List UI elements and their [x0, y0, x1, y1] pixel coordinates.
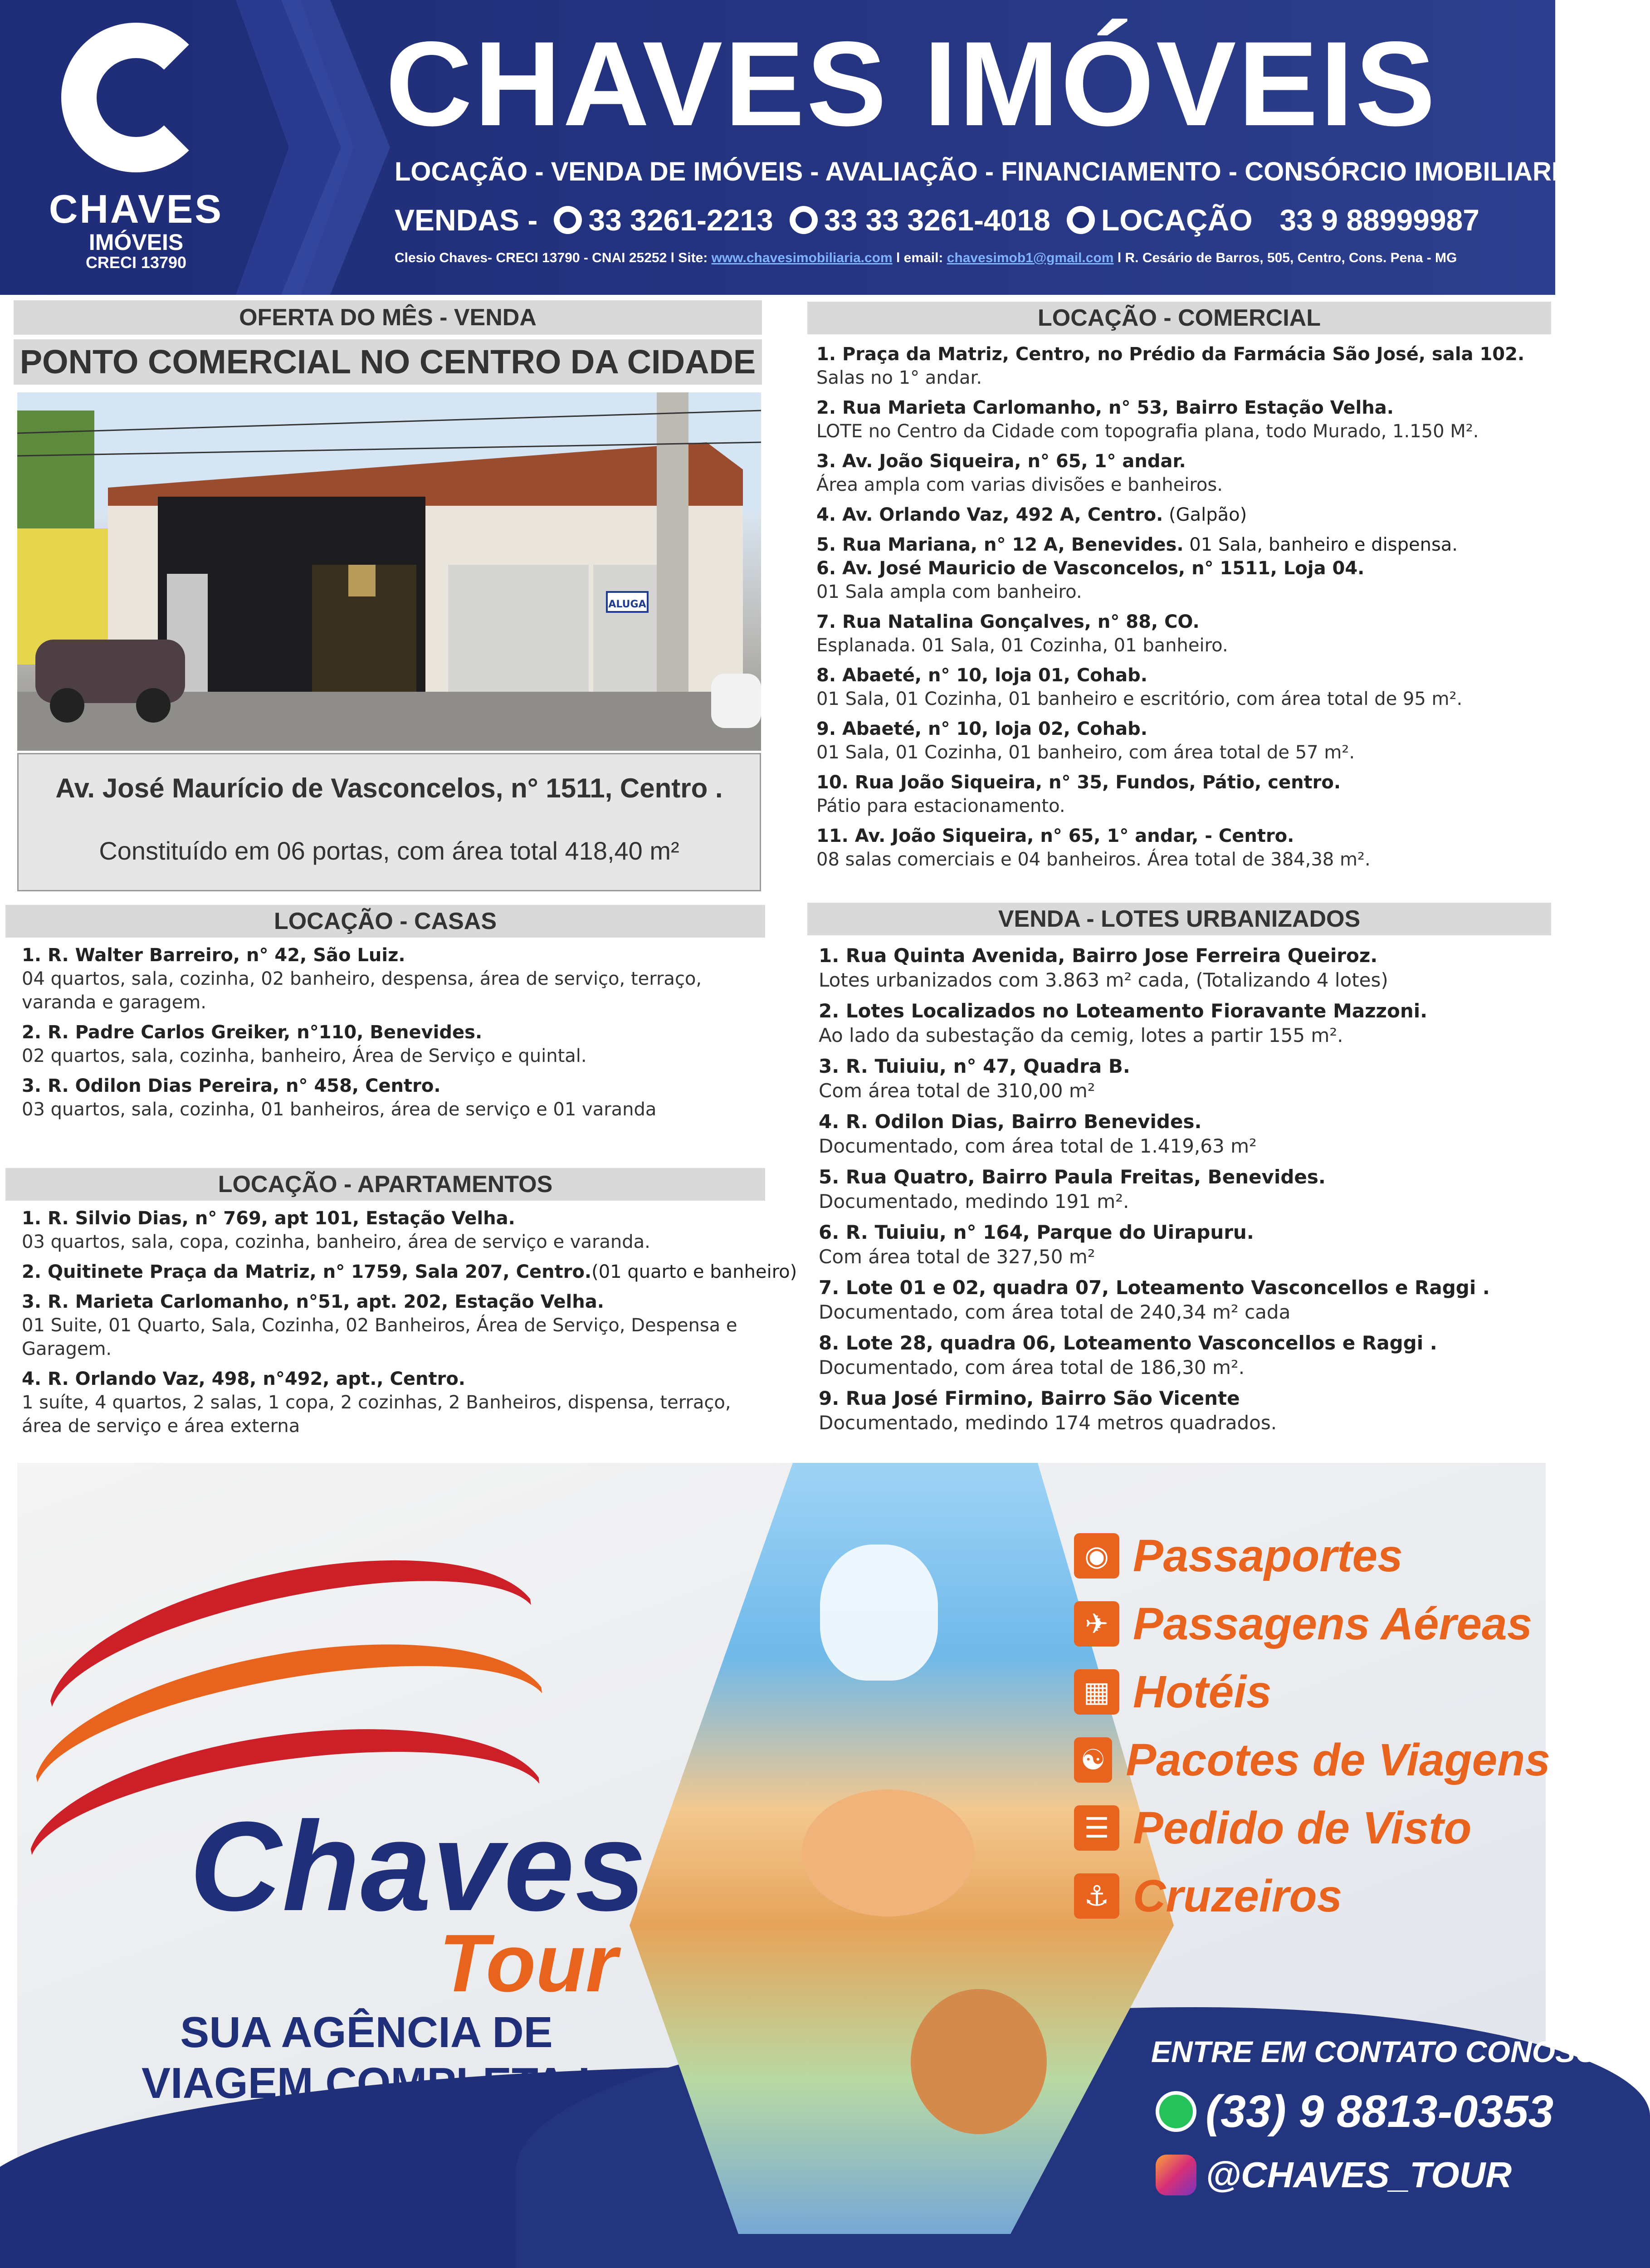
shutter: [448, 565, 589, 692]
item-heading: 7. Lote 01 e 02, quadra 07, Loteamento Vasconcellos e Raggi .: [819, 1276, 1490, 1299]
office-address: l R. Cesário de Barros, 505, Centro, Cons. Pena - MG: [1117, 250, 1457, 265]
service-label: Pacotes de Viagens: [1126, 1734, 1550, 1785]
email-link[interactable]: chavesimob1@gmail.com: [947, 250, 1114, 265]
item-description: Documentado, com área total de 186,30 m².: [819, 1356, 1245, 1378]
item-description: 03 quartos, sala, cozinha, 01 banheiros, área de serviço e 01 varanda: [22, 1099, 657, 1120]
service-label: Passagens Aéreas: [1133, 1598, 1533, 1649]
car-wheel: [136, 688, 171, 723]
list-item: [816, 503, 1551, 527]
item-description: 02 quartos, sala, cozinha, banheiro, Área de Serviço e quintal.: [22, 1046, 587, 1066]
phone-vendas-2[interactable]: 33 33 3261-4018: [824, 203, 1050, 237]
service-item: [1074, 1590, 1550, 1658]
property-illustration: [17, 392, 761, 751]
list-item: [816, 342, 1551, 390]
list-item: [22, 1260, 797, 1284]
item-description: Ao lado da subestação da cemig, lotes a partir 155 m².: [819, 1024, 1343, 1046]
item-heading: 8. Abaeté, n° 10, loja 01, Cohab.: [816, 665, 1147, 686]
service-item: [1074, 1794, 1550, 1862]
item-heading-text: 5. Rua Mariana, n° 12 A, Benevides.: [816, 534, 1184, 555]
tour-services-list: [1074, 1522, 1550, 1930]
section-title-apartamentos: LOCAÇÃO - APARTAMENTOS: [5, 1168, 765, 1201]
item-heading: 3. R. Odilon Dias Pereira, n° 458, Centro.: [22, 1075, 441, 1096]
tour-contact-cta: ENTRE EM CONTATO CONOSCO:: [1151, 2035, 1630, 2068]
car-wheel: [50, 688, 84, 723]
offer-details-box: [17, 753, 761, 891]
item-heading: 7. Rua Natalina Gonçalves, n° 88, CO.: [816, 611, 1200, 632]
list-item: [816, 771, 1551, 818]
document-icon: ☰: [1074, 1805, 1119, 1851]
item-heading: 1. R. Walter Barreiro, n° 42, São Luiz.: [22, 945, 405, 966]
item-description: Documentado, com área total de 1.419,63 m²: [819, 1135, 1257, 1157]
list-item: [22, 1207, 766, 1254]
tour-slogan-line: VIAGEM COMPLETA !: [142, 2059, 591, 2107]
item-heading: 6. R. Tuiuiu, n° 164, Parque do Uirapuru.: [819, 1221, 1254, 1243]
ship-icon: ⚓: [1074, 1873, 1119, 1919]
service-label: Cruzeiros: [1133, 1870, 1342, 1921]
casas-list: [22, 943, 757, 1128]
item-heading-text: 4. Av. Orlando Vaz, 492 A, Centro.: [816, 504, 1163, 525]
vendas-label: VENDAS -: [395, 203, 538, 237]
company-logo: [18, 14, 254, 281]
lotes-list: [819, 943, 1553, 1442]
whatsapp-icon: [1067, 206, 1095, 234]
instagram-icon: [1156, 2155, 1196, 2195]
item-heading: 6. Av. José Mauricio de Vasconcelos, n° 1511, Loja 04.: [816, 558, 1365, 579]
item-heading-extra: (01 quarto e banheiro): [591, 1261, 797, 1282]
phone-locacao[interactable]: 33 9 88999987: [1279, 203, 1479, 237]
item-heading: 2. Rua Marieta Carlomanho, n° 53, Bairro Estação Velha.: [816, 397, 1394, 418]
services-line: LOCAÇÃO - VENDA DE IMÓVEIS - AVALIAÇÃO - FINANCIAMENTO - CONSÓRCIO IMOBILIARIO: [395, 157, 1580, 186]
passport-icon: ◉: [1074, 1533, 1119, 1579]
section-title-casas: LOCAÇÃO - CASAS: [5, 905, 765, 938]
item-heading: 2. R. Padre Carlos Greiker, n°110, Benevides.: [22, 1022, 483, 1043]
item-description: 03 quartos, sala, copa, cozinha, banheiro, área de serviço e varanda.: [22, 1232, 650, 1252]
offer-description: Constituído em 06 portas, com área total 418,40 m²: [99, 836, 679, 865]
phones-line: [395, 200, 1528, 240]
item-heading: 4. R. Odilon Dias, Bairro Benevides.: [819, 1110, 1202, 1133]
service-item: [1074, 1726, 1550, 1794]
header-banner: [0, 0, 1580, 295]
list-item: [22, 1367, 766, 1438]
woman-with-hat: [911, 1989, 1047, 2134]
service-label: Pedido de Visto: [1133, 1802, 1472, 1853]
list-item: [819, 943, 1553, 992]
site-link[interactable]: www.chavesimobiliaria.com: [711, 250, 893, 265]
list-item: [816, 557, 1551, 604]
service-item: [1074, 1658, 1550, 1726]
commercial-property-photo: [17, 392, 761, 751]
item-description: Esplanada. 01 Sala, 01 Cozinha, 01 banheiro.: [816, 635, 1228, 656]
item-heading: 9. Rua José Firmino, Bairro São Vicente: [819, 1387, 1240, 1409]
item-heading: [816, 533, 1551, 557]
list-item: [816, 610, 1551, 657]
logo-name: CHAVES: [49, 186, 224, 231]
tour-phone[interactable]: [1156, 2084, 1553, 2139]
list-item: [816, 717, 1551, 764]
logo-creci: CRECI 13790: [85, 253, 187, 272]
chaves-tour-banner: [17, 1463, 1630, 2234]
airplane-icon: ✈: [1074, 1601, 1119, 1647]
item-heading: [816, 503, 1551, 527]
item-heading: 10. Rua João Siqueira, n° 35, Fundos, Pátio, centro.: [816, 772, 1341, 793]
apartamentos-list: [22, 1207, 797, 1444]
whatsapp-icon: [790, 206, 818, 234]
item-description: Com área total de 327,50 m²: [819, 1246, 1095, 1268]
service-item: [1074, 1522, 1550, 1590]
whatsapp-icon: [554, 206, 582, 234]
item-description: Área ampla com varias divisões e banheiros.: [816, 474, 1223, 495]
item-heading: 3. R. Marieta Carlomanho, n°51, apt. 202, Estação Velha.: [22, 1291, 604, 1312]
tour-slogan: [94, 2007, 639, 2109]
item-heading: 8. Lote 28, quadra 06, Loteamento Vasconcellos e Raggi .: [819, 1332, 1437, 1354]
list-item: [819, 1276, 1553, 1325]
whatsapp-icon: [1156, 2091, 1196, 2132]
offer-title: PONTO COMERCIAL NO CENTRO DA CIDADE: [14, 339, 762, 385]
item-description: Documentado, com área total de 240,34 m² cada: [819, 1301, 1291, 1323]
item-heading: 11. Av. João Siqueira, n° 65, 1° andar, - Centro.: [816, 826, 1294, 846]
phone-vendas-1[interactable]: 33 3261-2213: [588, 203, 773, 237]
list-item: [816, 396, 1551, 443]
item-description: Com área total de 310,00 m²: [819, 1080, 1095, 1102]
offer-label: OFERTA DO MÊS - VENDA: [14, 300, 762, 335]
item-description: LOTE no Centro da Cidade com topografia plana, todo Murado, 1.150 M².: [816, 421, 1479, 442]
brand-title: CHAVES IMÓVEIS: [386, 17, 1437, 151]
item-heading: 1. Praça da Matriz, Centro, no Prédio da Farmácia São José, sala 102.: [816, 344, 1525, 365]
list-item: [819, 1054, 1553, 1103]
section-title-comercial: LOCAÇÃO - COMERCIAL: [807, 302, 1551, 334]
item-description: 08 salas comerciais e 04 banheiros. Área total de 384,38 m².: [816, 849, 1371, 870]
tour-instagram[interactable]: [1156, 2150, 1512, 2200]
item-heading: 2. Lotes Localizados no Loteamento Fioravante Mazzoni.: [819, 1000, 1428, 1022]
list-item: [819, 1165, 1553, 1214]
item-description: 01 Sala ampla com banheiro.: [816, 582, 1082, 602]
tour-slogan-line: SUA AGÊNCIA DE: [180, 2008, 553, 2057]
happy-travelers: [802, 1789, 974, 1916]
list-item: [816, 533, 1551, 557]
item-heading-extra: 01 Sala, banheiro e dispensa.: [1183, 534, 1458, 555]
list-item: [816, 824, 1551, 871]
item-description: 01 Sala, 01 Cozinha, 01 banheiro e escritório, com área total de 95 m².: [816, 689, 1463, 709]
item-description: 01 Suite, 01 Quarto, Sala, Cozinha, 02 Banheiros, Área de Serviço, Despensa e Garagem.: [22, 1315, 737, 1359]
item-heading-text: 2. Quitinete Praça da Matriz, n° 1759, Sala 207, Centro.: [22, 1261, 592, 1282]
logo-c-mark: [61, 23, 211, 172]
list-item: [816, 664, 1551, 711]
item-heading: 1. R. Silvio Dias, n° 769, apt 101, Estação Velha.: [22, 1208, 515, 1229]
item-description: Documentado, medindo 174 metros quadrados.: [819, 1412, 1277, 1434]
list-item: [22, 1290, 766, 1361]
contact-prefix: Clesio Chaves- CRECI 13790 - CNAI 25252 l Site:: [395, 250, 708, 265]
list-item: [819, 1110, 1553, 1158]
list-item: [819, 1331, 1553, 1380]
item-heading: 3. Av. João Siqueira, n° 65, 1° andar.: [816, 451, 1186, 472]
item-description: Pátio para estacionamento.: [816, 796, 1065, 816]
tour-phone-number[interactable]: (33) 9 8813-0353: [1206, 2086, 1554, 2137]
tour-instagram-handle[interactable]: @CHAVES_TOUR: [1206, 2155, 1512, 2195]
hotel-icon: ▦: [1074, 1669, 1119, 1715]
section-title-lotes: VENDA - LOTES URBANIZADOS: [807, 903, 1551, 935]
white-car: [711, 674, 761, 728]
comercial-list: [816, 342, 1551, 878]
email-prefix: l email:: [896, 250, 943, 265]
tour-brand-name: Chaves: [190, 1796, 647, 1937]
list-item: [22, 1074, 757, 1121]
item-description: 04 quartos, sala, cozinha, 02 banheiro, despensa, área de serviço, terraço, varanda e garagem.: [22, 968, 702, 1013]
item-heading: [22, 1260, 797, 1284]
list-item: [819, 999, 1553, 1048]
list-item: [816, 450, 1551, 497]
item-description: Lotes urbanizados com 3.863 m² cada, (Totalizando 4 lotes): [819, 969, 1388, 991]
service-item: [1074, 1862, 1550, 1930]
item-heading: 3. R. Tuiuiu, n° 47, Quadra B.: [819, 1055, 1130, 1077]
list-item: [22, 943, 757, 1014]
item-description: 1 suíte, 4 quartos, 2 salas, 1 copa, 2 cozinhas, 2 Banheiros, dispensa, terraço, área de serviço e área externa: [22, 1392, 731, 1437]
shop-sign: [348, 565, 376, 596]
beach-traveler: [820, 1545, 938, 1681]
list-item: [22, 1021, 757, 1068]
locacao-label: LOCAÇÃO: [1101, 203, 1253, 237]
service-label: Hotéis: [1133, 1666, 1272, 1717]
item-heading: 5. Rua Quatro, Bairro Paula Freitas, Benevides.: [819, 1166, 1326, 1188]
item-description: Documentado, medindo 191 m².: [819, 1190, 1129, 1212]
service-label: Passaportes: [1133, 1530, 1403, 1581]
palm-tree-icon: ☯: [1074, 1737, 1112, 1783]
aluga-sign-text: ALUGA: [608, 599, 646, 610]
item-heading: 9. Abaeté, n° 10, loja 02, Cohab.: [816, 719, 1147, 739]
item-heading: 1. Rua Quinta Avenida, Bairro Jose Ferreira Queiroz.: [819, 944, 1378, 967]
item-description: Salas no 1° andar.: [816, 367, 982, 388]
item-heading: 4. R. Orlando Vaz, 498, n°492, apt., Centro.: [22, 1369, 465, 1389]
list-item: [819, 1220, 1553, 1269]
offer-address: Av. José Maurício de Vasconcelos, n° 1511, Centro .: [55, 773, 723, 803]
logo-subtitle: IMÓVEIS: [88, 230, 184, 255]
list-item: [819, 1386, 1553, 1435]
item-description: 01 Sala, 01 Cozinha, 01 banheiro, com área total de 57 m².: [816, 742, 1355, 763]
item-heading-extra: (Galpão): [1163, 504, 1247, 525]
tour-brand-sub: Tour: [439, 1918, 618, 2009]
contact-line: [395, 250, 1528, 266]
